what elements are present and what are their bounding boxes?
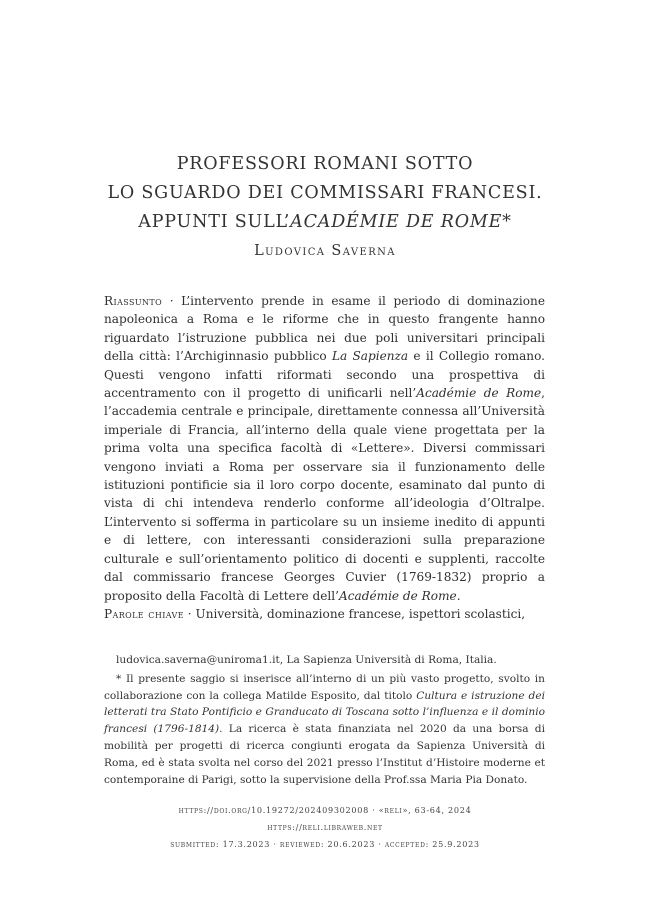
abstract-text-4: . xyxy=(456,588,461,603)
footnote-project-title: Cultura e istruzione dei letterati tra Stato Pontificio e Granducato di Toscana sotto l’influenza e il dominio francesi (1796-1814) xyxy=(104,689,545,736)
title-line-1: PROFESSORI ROMANI SOTTO xyxy=(176,154,474,174)
author-name: Ludovica Saverna xyxy=(254,243,396,259)
publication-info xyxy=(40,802,610,853)
title-line-2: LO SGUARDO DEI COMMISSARI FRANCESI. xyxy=(107,183,543,203)
author-email-footnote: ludovica.saverna@uniroma1.it, La Sapienza Università di Roma, Italia. xyxy=(116,654,497,666)
abstract-italic-2: Académie de Rome xyxy=(416,386,542,401)
acknowledgement-footnote xyxy=(104,671,545,789)
title-line-3 xyxy=(40,208,610,237)
abstract-text-3: , l’accademia centrale e principale, direttamente connessa all’Università imperiale di Francia, all’interno della quale viene progettata per la prima volta una specifica facoltà di «Lettere». Diversi commissari vengono inviati a Roma per osservare sia il funzionamento delle istituzioni pontificie sia il loro corpo docente, esaminato dal punto di vista di chi intendeva renderlo conforme all’ideologia d’Oltralpe. L’intervento si sofferma in particolare su un insieme inedito di appunti e di lettere, con interessanti considerazioni sulla preparazione culturale e sull’orientamento politico di docenti e supplenti, raccolte dal commissario francese Georges Cuvier (1769-1832) proprio a proposito della Facoltà di Lettere dell’ xyxy=(104,386,545,603)
footnote-text-2: . La ricerca è stata finanziata nel 2020 da una borsa di mobilità per progetti di ricerca congiunti erogata da Sapienza Università di Roma, ed è stata svolta nel corso del 2021 presso l’Institut d’Histoire moderne et contemporaine di Parigi, sotto la supervisione della Prof.ssa Maria Pia Donato. xyxy=(104,723,545,786)
abstract-italic-3: Académie de Rome xyxy=(338,588,457,603)
journal-url: https://reli.libraweb.net xyxy=(267,822,383,832)
title-line-3-prefix: APPUNTI SULL’ xyxy=(138,212,291,232)
footnotes xyxy=(104,652,545,788)
keywords-text: Università, dominazione francese, ispettori scolastici, xyxy=(195,607,526,621)
article-title xyxy=(40,150,610,237)
title-line-3-italic: ACADÉMIE DE ROME xyxy=(290,212,503,232)
abstract xyxy=(104,292,545,605)
keywords xyxy=(104,605,545,623)
abstract-label: Riassunto xyxy=(104,294,163,308)
abstract-separator: · xyxy=(162,294,182,308)
abstract-text-2: e il Collegio romano. Questi vengono infatti riformati secondo una prospettiva di accentramento con il progetto di unificarli nell’ xyxy=(104,349,546,401)
doi-line: https://doi.org/10.19272/202409302008 · «reli», 63-64, 2024 xyxy=(178,805,472,815)
abstract-italic-1: La Sapienza xyxy=(331,349,409,364)
footnote-text-1: Il presente saggio si inserisce all’interno di un più vasto progetto, svolto in collaborazione con la collega Matilde Esposito, dal titolo xyxy=(104,672,545,702)
footnote-star: * xyxy=(116,672,122,685)
submission-dates: submitted: 17.3.2023 · reviewed: 20.6.2023 · accepted: 25.9.2023 xyxy=(170,839,480,849)
title-footnote-star: * xyxy=(502,212,512,232)
abstract-paragraph xyxy=(104,292,545,605)
keywords-separator: · xyxy=(183,607,196,621)
abstract-text-1: L’intervento prende in esame il periodo di dominazione napoleonica a Roma e le riforme che in questo frangente hanno riguardato l’istruzione pubblica nei due poli universitari principali della città: l’Archiginnasio pubblico xyxy=(104,294,545,364)
keywords-label: Parole chiave xyxy=(104,607,184,621)
